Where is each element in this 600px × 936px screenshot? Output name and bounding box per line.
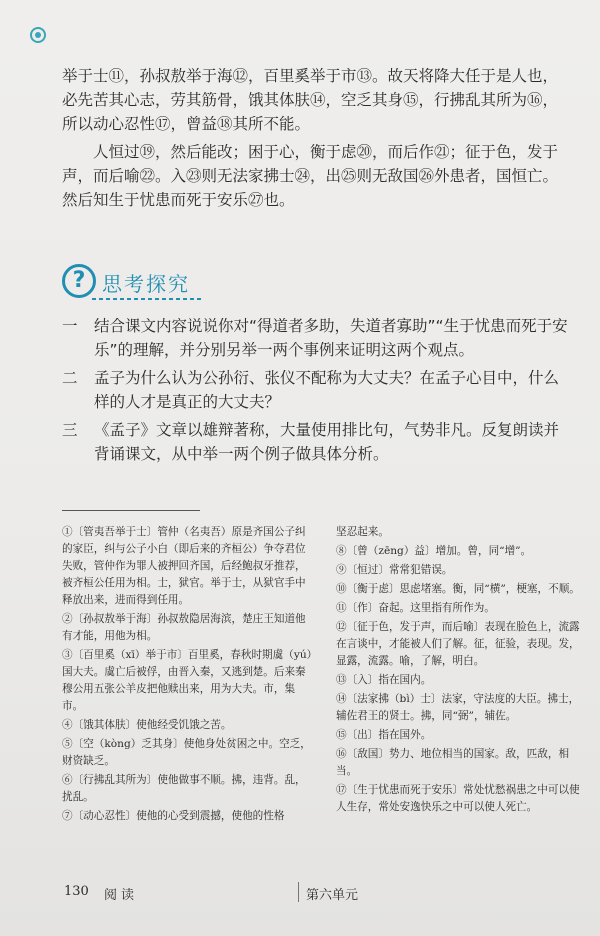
footnote: ⑧〔曾（zēng）益〕增加。曾，同“增”。	[336, 545, 532, 557]
footnote: 坚忍起来。	[336, 526, 389, 538]
unit-label: 第六单元	[306, 888, 359, 903]
corner-ornament-icon	[30, 27, 46, 43]
page-footer	[62, 880, 542, 904]
question-text: 孟子为什么认为公孙衍、张仪不配称为大丈夫？在孟子心目中，什么样的人才是真正的大丈夫？	[94, 369, 560, 411]
text-paragraph-1: 举于士⑪，孙叔敖举于海⑫，百里奚举于市⑬。故天将降大任于是人也，必先苦其心志，劳其筋骨，饿其体肤⑭，空乏其身⑮，行拂乱其所为⑯，所以动心忍性⑰，曾益⑱其所不能。	[62, 67, 559, 133]
footnote: ⑪〔作〕奋起。这里指有所作为。	[336, 602, 495, 614]
footnote: ⑭〔法家拂（bì）士〕法家，守法度的大臣。拂士，辅佐君王的贤士。拂，同“弼”，辅佐。	[336, 693, 580, 722]
question-number: 一	[62, 317, 78, 335]
footnotes-right-column	[336, 524, 588, 818]
footnote: ⑰〔生于忧患而死于安乐〕常处忧愁祸患之中可以使人生存，常处安逸快乐之中可以使人死亡。	[336, 784, 580, 813]
question-number: 三	[62, 421, 78, 439]
footnote: ⑬〔入〕指在国内。	[336, 674, 432, 686]
question-icon: ?	[62, 264, 96, 298]
footnotes-left-column	[62, 524, 314, 827]
question-text: 《孟子》文章以雄辩著称，大量使用排比句，气势非凡。反复朗读并背诵课文，从中举一两个例子做具体分析。	[94, 421, 560, 463]
footnote: ⑯〔敌国〕势力、地位相当的国家。敌，匹敌，相当。	[336, 748, 570, 777]
question-number: 二	[62, 369, 78, 387]
footnote: ⑦〔动心忍性〕使他的心受到震撼，使他的性格	[62, 810, 285, 822]
footnote: ⑩〔衡于虑〕思虑堵塞。衡，同“横”，梗塞，不顺。	[336, 583, 580, 595]
text-paragraph-2: 人恒过⑲，然后能改；困于心，衡于虑⑳，而后作㉑；征于色，发于声，而后喻㉒。入㉓则无法家拂士㉔，出㉕则无敌国㉖外患者，国恒亡。然后知生于忧患而死于安乐㉗也。	[62, 143, 559, 209]
question-item	[62, 314, 572, 362]
section-title: 思考探究	[102, 272, 190, 296]
footnote: ③〔百里奚（xī）举于市〕百里奚，春秋时期虞（yú）国大夫。虞亡后被俘，由晋入秦，又逃到楚。后来秦穆公用五张公羊皮把他赎出来，用为大夫。市，集市。	[62, 649, 312, 712]
footnote: ⑮〔出〕指在国外。	[336, 729, 432, 741]
question-item	[62, 418, 572, 466]
section-underline	[92, 298, 202, 300]
footnote: ①〔管夷吾举于士〕管仲（名夷吾）原是齐国公子纠的家臣，纠与公子小白（即后来的齐桓公）争夺君位失败，管仲作为罪人被押回齐国，后经鲍叔牙推荐，被齐桓公任用为相。士，狱官。举于士，从狱官手中释放出来，进而得到任用。	[62, 526, 306, 606]
footnote: ②〔孙叔敖举于海〕孙叔敖隐居海滨，楚庄王知道他有才能，用他为相。	[62, 613, 306, 642]
footer-separator	[298, 882, 299, 902]
footnote: ⑥〔行拂乱其所为〕使他做事不顺。拂，违背。乱，扰乱。	[62, 774, 306, 803]
page-number: 130	[64, 884, 89, 899]
question-text: 结合课文内容说说你对“得道者多助，失道者寡助”“生于忧患而死于安乐”的理解，并分别另举一两个事例来证明这两个观点。	[94, 317, 568, 359]
classical-text-body	[62, 64, 562, 212]
footnote: ⑫〔征于色，发于声，而后喻〕表现在脸色上，流露在言谈中，才能被人们了解。征，征验，表现。发，显露，流露。喻，了解，明白。	[336, 621, 580, 667]
footnote-divider	[62, 510, 200, 511]
footnote: ⑨〔恒过〕常常犯错误。	[336, 564, 453, 576]
section-label: 阅读	[104, 888, 139, 903]
section-header	[62, 264, 202, 300]
footnote: ④〔饿其体肤〕使他经受饥饿之苦。	[62, 719, 232, 731]
question-list	[62, 314, 572, 470]
question-item	[62, 366, 572, 414]
footnote: ⑤〔空（kòng）乏其身〕使他身处贫困之中。空乏，财资缺乏。	[62, 738, 311, 767]
